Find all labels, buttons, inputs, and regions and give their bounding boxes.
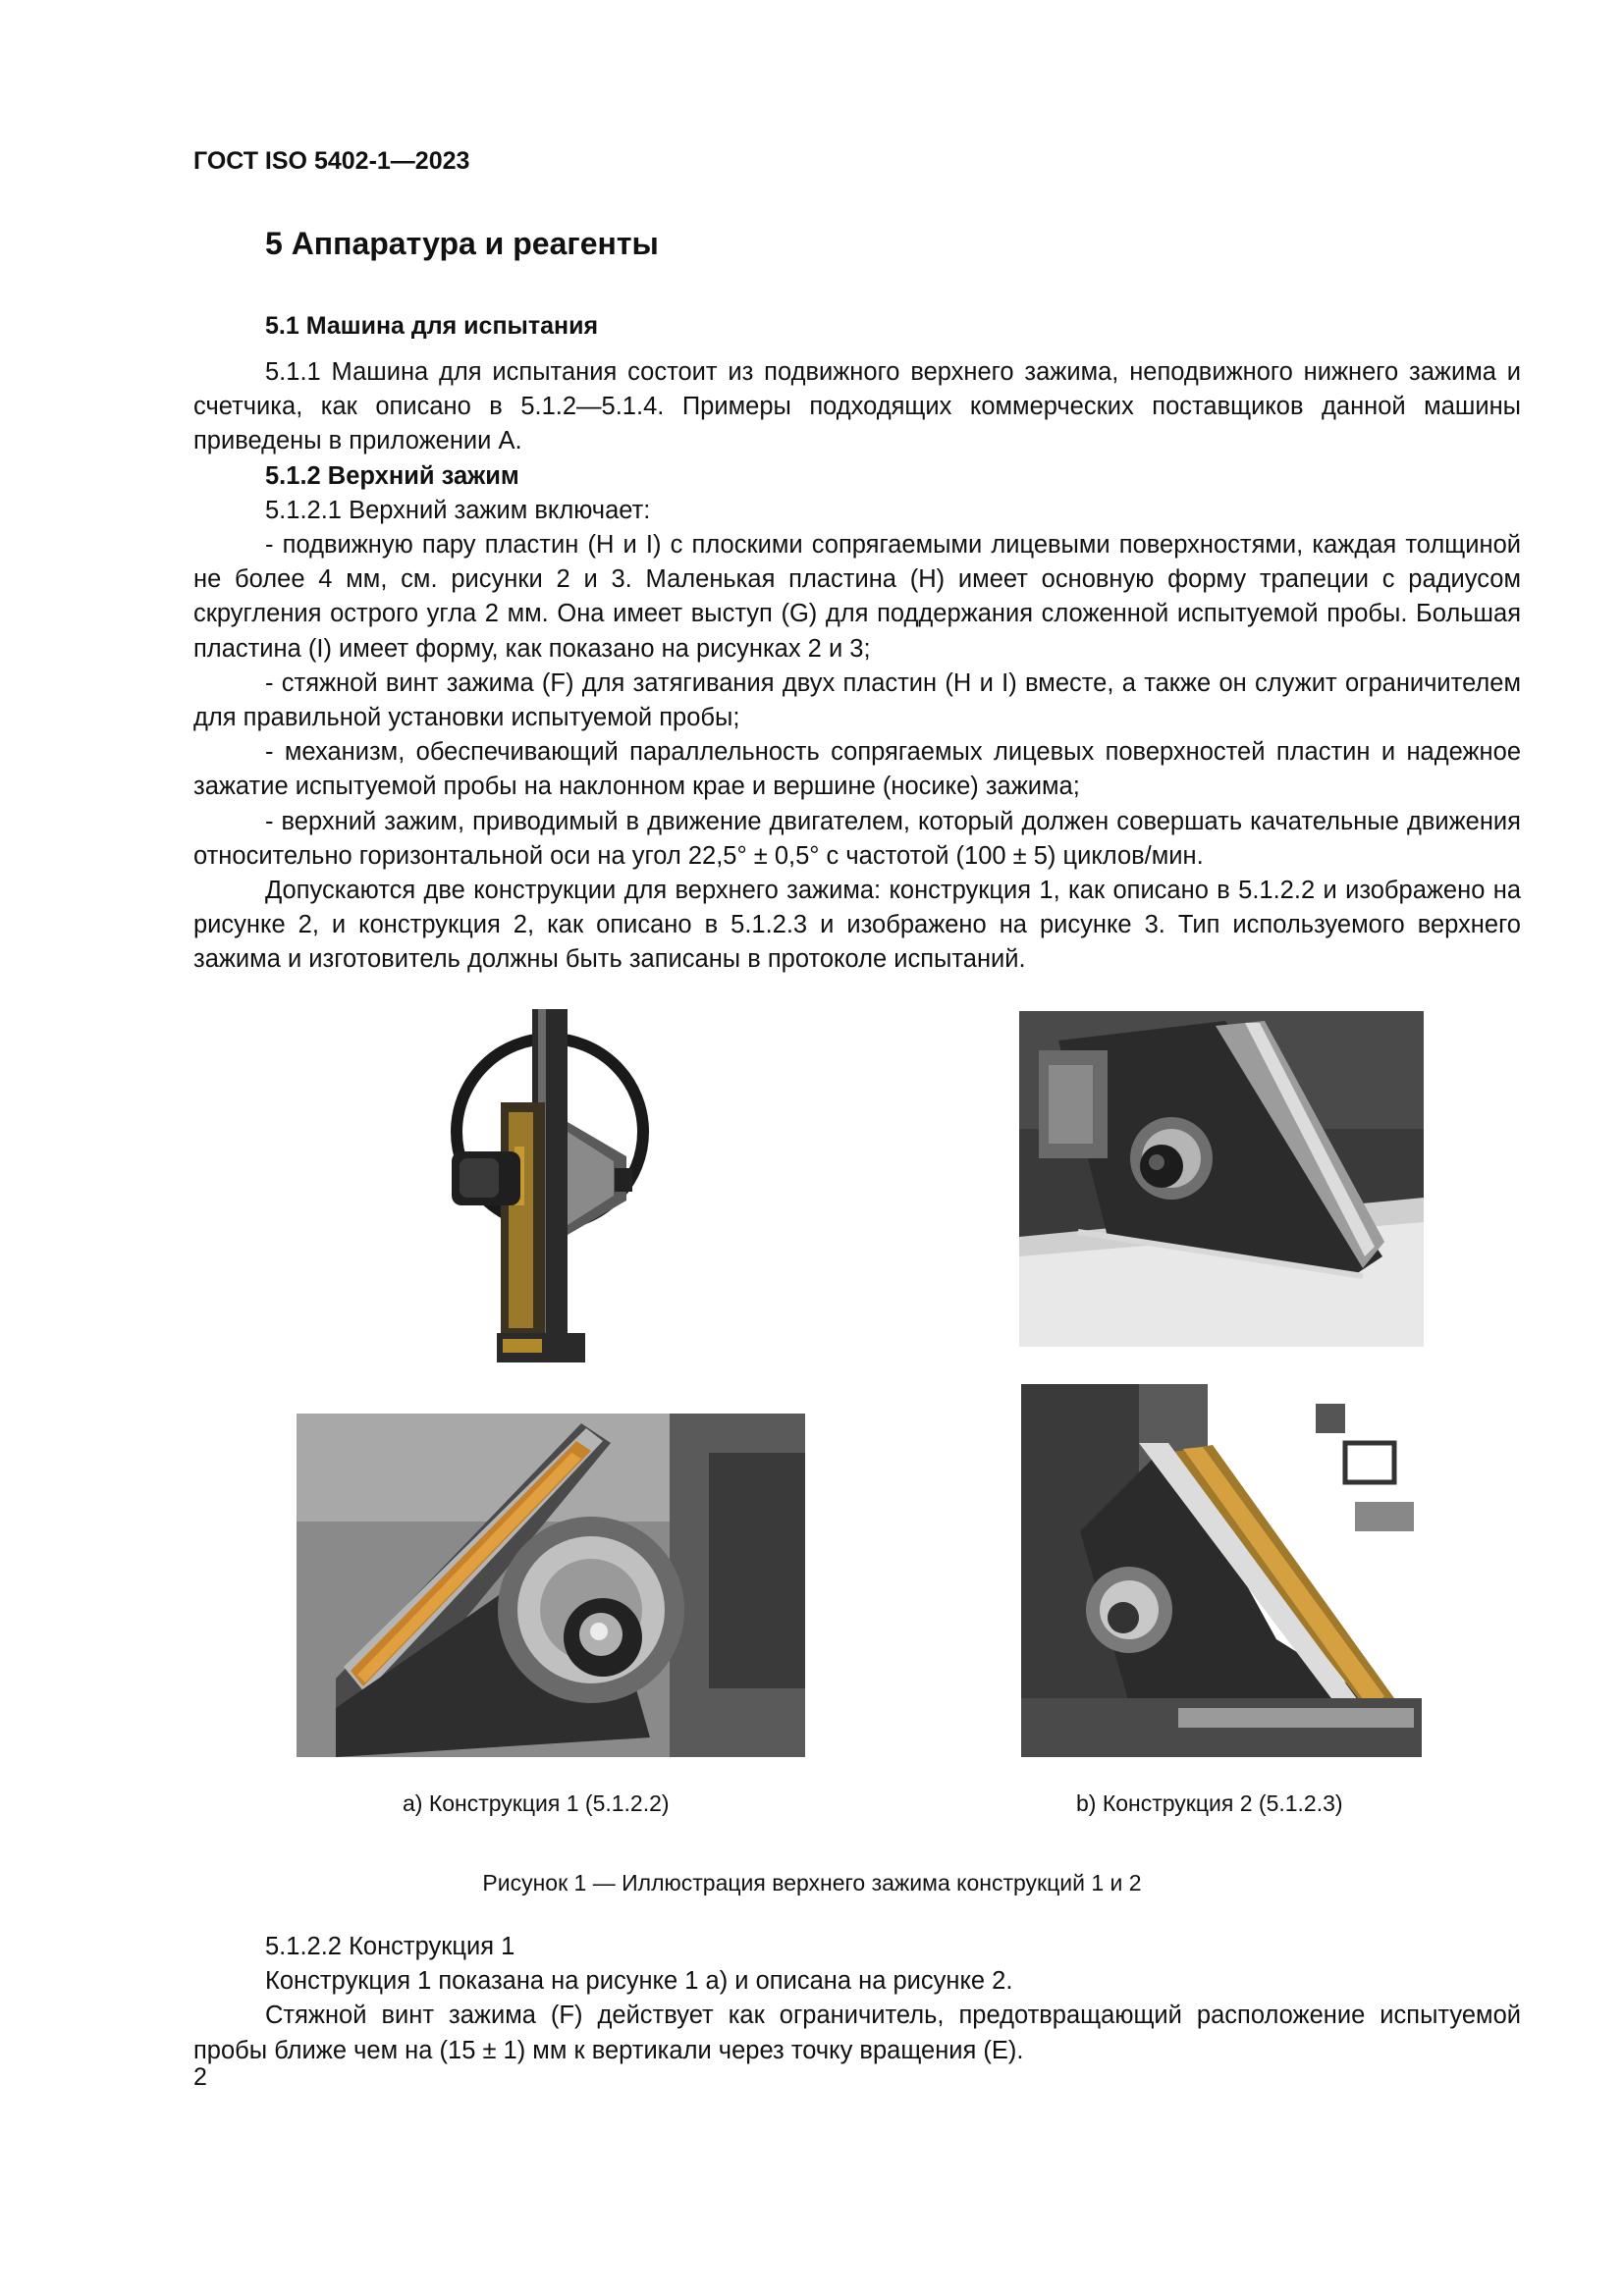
page-number: 2 [193,2063,207,2091]
list-item-mechanism: - механизм, обеспечивающий параллельность сопрягаемых лицевых поверхностей пластин и надежное зажатие испытуемой пробы на наклонном крае и вершине (носике) зажима; [193,738,1521,801]
heading-5-1-2-2: 5.1.2.2 Конструкция 1 [265,1933,515,1960]
paragraph-design-1-shown: Конструкция 1 показана на рисунке 1 а) и описана на рисунке 2. [265,1967,1013,1996]
photo-design-2-side [1021,1384,1422,1757]
list-item-plates: - подвижную пару пластин (H и I) с плоскими сопрягаемыми лицевыми поверхностями, каждая толщиной не более 4 мм, см. рисунки 2 и 3. Маленькая пластина (H) имеет основную форму трапеции с радиусом скругления острого угла 2 мм. Она имеет выступ (G) для поддержания сложенной испытуемой пробы. Большая пластина (I) имеет форму, как показано на рисунках 2 и 3; [193,531,1521,663]
section-title: 5 Аппаратура и реагенты [265,226,659,261]
photo-design-2-closeup [1019,1011,1424,1347]
paragraph-5-1-2-1: 5.1.2.1 Верхний зажим включает: [265,496,651,524]
figure-1 [0,991,1624,1895]
photo-design-1-side [297,1414,805,1757]
running-head: ГОСТ ISO 5402-1—2023 [193,147,470,175]
paragraph-5-1-1: 5.1.1 Машина для испытания состоит из подвижного верхнего зажима, неподвижного нижнего зажима и счетчика, как описано в 5.1.2—5.1.4. Примеры подходящих коммерческих поставщиков данной машины приведены в приложении А. [193,358,1521,455]
list-item-screw: - стяжной винт зажима (F) для затягивания двух пластин (H и I) вместе, а также он служит ограничителем для правильной установки испытуемой пробы; [193,668,1521,732]
figure-caption: Рисунок 1 — Иллюстрация верхнего зажима конструкций 1 и 2 [482,1870,1142,1896]
heading-5-1-2: 5.1.2 Верхний зажим [265,461,519,490]
caption-design-2: b) Конструкция 2 (5.1.2.3) [1076,1790,1343,1816]
body-text-continued [193,1930,1521,2068]
body-text [193,355,1521,978]
subsection-title: 5.1 Машина для испытания [265,312,599,340]
caption-design-1: a) Конструкция 1 (5.1.2.2) [403,1790,670,1816]
photo-design-1-front [412,1009,677,1382]
paragraph-designs: Допускаются две конструкции для верхнего зажима: конструкция 1, как описано в 5.1.2.2 и изображено на рисунке 2, и конструкция 2, как описано в 5.1.2.3 и изображено на рисунке 3. Тип используемого верхнего зажима и изготовитель должны быть записаны в протоколе испытаний. [193,877,1521,974]
paragraph-screw-limiter: Стяжной винт зажима (F) действует как ограничитель, предотвращающий расположение испытуемой пробы ближе чем на (15 ± 1) мм к вертикали через точку вращения (E). [193,2002,1521,2064]
list-item-motor: - верхний зажим, приводимый в движение двигателем, который должен совершать качательные движения относительно горизонтальной оси на угол 22,5° ± 0,5° с частотой (100 ± 5) циклов/мин. [193,807,1521,870]
